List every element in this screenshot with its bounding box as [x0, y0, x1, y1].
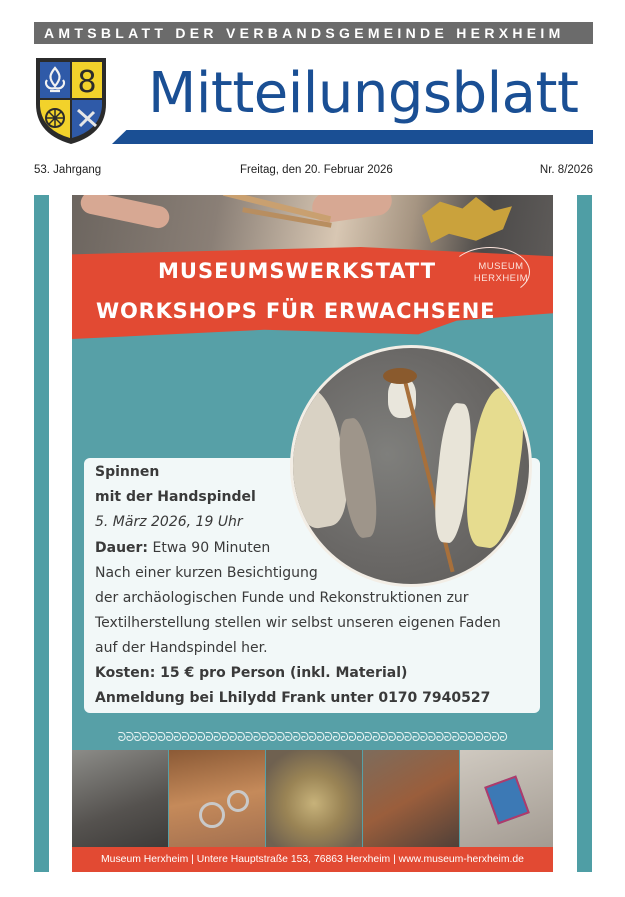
publication-topbar: AMTSBLATT DER VERBANDSGEMEINDE HERXHEIM	[34, 22, 593, 44]
masthead-underline	[112, 130, 593, 144]
volume-label: 53. Jahrgang	[34, 164, 102, 176]
description-line3: Textilherstellung stellen wir selbst unseren eigenen Faden	[95, 615, 501, 631]
right-side-bar	[577, 195, 592, 872]
banner-title-line1: MUSEUMSWERKSTATT	[158, 259, 437, 283]
svg-text:8: 8	[77, 65, 97, 100]
banner-title-line2: WORKSHOPS FÜR ERWACHSENE	[96, 299, 496, 323]
gold-object-image	[422, 197, 512, 243]
spiral-icon	[199, 802, 225, 828]
card-title-line1: Spinnen	[95, 464, 160, 480]
duration	[95, 540, 270, 556]
poster-footer: Museum Herxheim | Untere Hauptstraße 153, 76863 Herxheim | www.museum-herxheim.de	[72, 847, 553, 872]
workshop-poster	[72, 195, 553, 872]
ornament-divider: ᘒᘒᘒᘒᘒᘒᘒᘒᘒᘒᘒᘒᘒᘒᘒᘒᘒᘒᘒᘒᘒᘒᘒᘒᘒᘒᘒᘒᘒᘒᘒᘒᘒᘒᘒᘒᘒᘒᘒᘒᘒᘒᘒᘒᘒᘒᘒᘒᘒ	[117, 730, 508, 744]
coat-of-arms-icon	[34, 56, 108, 146]
masthead-title: Mitteilungsblatt	[148, 61, 579, 126]
textile-icon	[484, 775, 530, 824]
event-date: 5. März 2026, 19 Uhr	[95, 514, 243, 530]
cost-info: Kosten: 15 € pro Person (inkl. Material)	[95, 665, 408, 681]
woven-basket-image	[266, 750, 362, 847]
pottery-shards-image	[363, 750, 459, 847]
card-title-line2: mit der Handspindel	[95, 489, 256, 505]
left-side-bar	[34, 195, 49, 872]
photo-strip	[72, 750, 553, 847]
description-line4: auf der Handspindel her.	[95, 640, 268, 656]
museum-logo	[458, 261, 544, 285]
duration-value: Etwa 90 Minuten	[148, 540, 271, 556]
museum-logo-line1: MUSEUM	[478, 261, 524, 272]
spiral-icon	[227, 790, 249, 812]
spindle-whorl-image	[383, 368, 417, 384]
description-line2: der archäologischen Funde und Rekonstruktionen zur	[95, 590, 469, 606]
description-line1: Nach einer kurzen Besichtigung	[95, 565, 318, 581]
issue-number: Nr. 8/2026	[539, 164, 593, 176]
spiral-pendants-image	[169, 750, 265, 847]
registration-info: Anmeldung bei Lhilydd Frank unter 0170 7940527	[95, 690, 491, 706]
weaving-sample-image	[460, 750, 553, 847]
issue-date: Freitag, den 20. Februar 2026	[240, 164, 393, 176]
duration-label: Dauer:	[95, 540, 149, 556]
hand-image	[79, 195, 172, 230]
spinning-photo	[290, 345, 532, 587]
issue-info-row	[34, 164, 593, 182]
museum-logo-line2: HERXHEIM	[473, 273, 529, 284]
stone-tools-image	[72, 750, 168, 847]
